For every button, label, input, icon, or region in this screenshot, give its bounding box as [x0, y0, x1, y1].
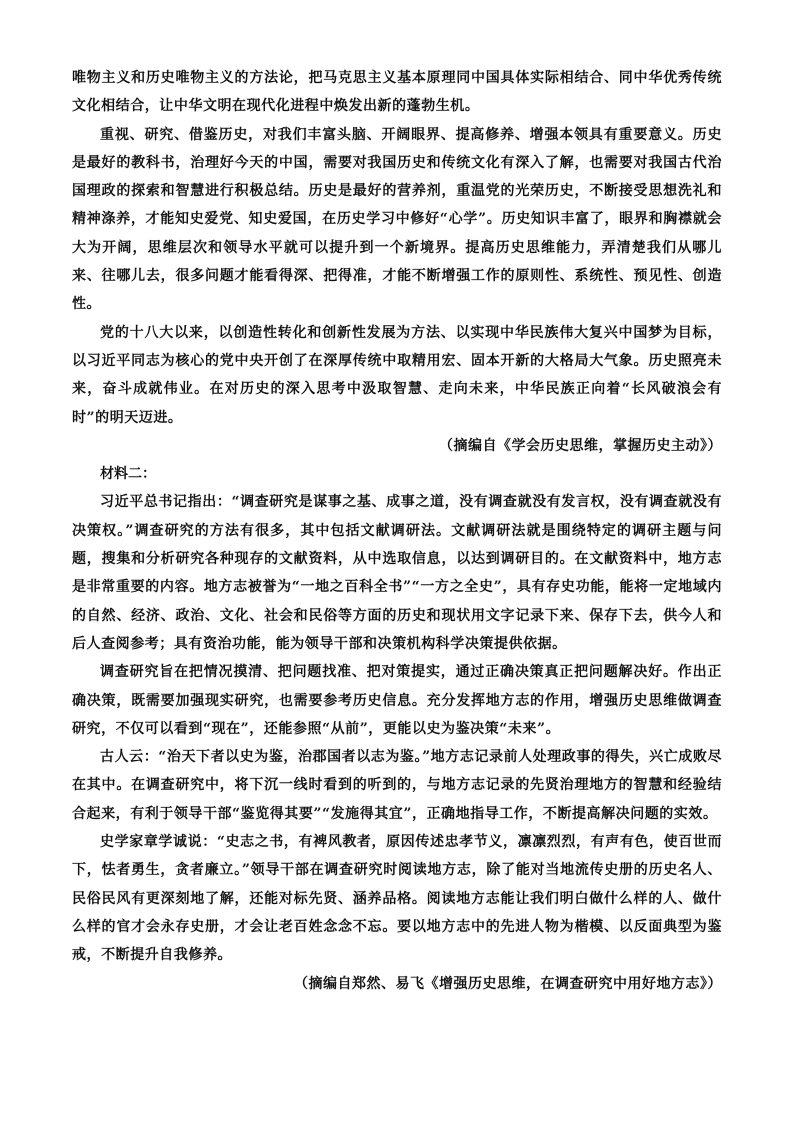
paragraph-history-importance: 重视、研究、借鉴历史，对我们丰富头脑、开阔眼界、提高修养、增强本领具有重要意义。历史是最好的教科书，治理好今天的中国，需要对我国历史和传统文化有深入了解，也需要对我国古代治国理政的探索和智慧进行积极总结。历史是最好的营养剂，重温党的光荣历史，不断接受思想洗礼和精神涤养，才能知史爱党、知史爱国，在历史学习中修好“心学”。历史知识丰富了，眼界和胸襟就会大为开阔，思维层次和领导水平就可以提升到一个新境界。提高历史思维能力，弄清楚我们从哪儿来、往哪儿去，很多问题才能看得深、把得准，才能不断增强工作的原则性、系统性、预见性、创造性。: [72, 126, 722, 313]
paragraph-continuation: 唯物主义和历史唯物主义的方法论，把马克思主义基本原理同中国具体实际相结合、同中华优秀传统文化相结合，让中华文明在现代化进程中焕发出新的蓬勃生机。: [72, 70, 722, 115]
paragraph-ancient-saying: 古人云：“治天下者以史为鉴，治郡国者以志为鉴。”地方志记录前人处理政事的得失，兴亡成败尽在其中。在调查研究中，将下沉一线时看到的听到的，与地方志记录的先贤治理地方的智慧和经验结合起来，有利于领导干部“鉴览得其要”“发施得其宜”，正确地指导工作，不断提高解决问题的实效。: [72, 749, 722, 822]
paragraph-correct-decision: 调查研究旨在把情况摸清、把问题找准、把对策提实，通过正确决策真正把问题解决好。作出正确决策，既需要加强现实研究，也需要参考历史信息。充分发挥地方志的作用，增强历史思维做调查研究，不仅可以看到“现在”，还能参照“从前”，更能以史为鉴决策“未来”。: [72, 664, 722, 737]
source-citation-1: （摘编自《学会历史思维，掌握历史主动》）: [439, 437, 722, 454]
paragraph-since-18th-congress: 党的十八大以来，以创造性转化和创新性发展为方法、以实现中华民族伟大复兴中国梦为目标，以习近平同志为核心的党中央开创了在深厚传统中取精用宏、固本开新的大格局大气象。历史照亮未来，奋斗成就伟业。在对历史的深入思考中汲取智慧、走向未来，中华民族正向着“长风破浪会有时”的明天迈进。: [72, 324, 722, 426]
document-page: [72, 64, 722, 998]
material-2-label: 材料二：: [100, 466, 156, 483]
source-citation-2: （摘编自郑然、易飞《增强历史思维，在调查研究中用好地方志》）: [294, 975, 722, 992]
paragraph-investigation-research: 习近平总书记指出：“调查研究是谋事之基、成事之道，没有调查就没有发言权，没有调查就没有决策权。”调查研究的方法有很多，其中包括文献调研法。文献调研法就是围绕特定的调研主题与问题，搜集和分析研究各种现存的文献资料，从中选取信息，以达到调研目的。在文献资料中，地方志是非常重要的内容。地方志被誉为“一地之百科全书”“一方之全史”，具有存史功能，能将一定地域内的自然、经济、政治、文化、社会和民俗等方面的历史和现状用文字记录下来、保存下去，供今人和后人查阅参考；具有资治功能，能为领导干部和决策机构科学决策提供依据。: [72, 494, 722, 652]
paragraph-zhang-xuecheng: 史学家章学诚说：“史志之书，有裨风教者，原因传述忠孝节义，凛凛烈烈，有声有色，使百世而下，怯者勇生，贪者廉立。”领导干部在调查研究时阅读地方志，除了能对当地流传史册的历史名人、民俗民风有更深刻地了解，还能对标先贤、涵养品格。阅读地方志能让我们明白做什么样的人、做什么样的官才会永存史册，才会让老百姓念念不忘。要以地方志中的先进人物为楷模、以反面典型为鉴戒，不断提升自我修养。: [72, 834, 722, 964]
